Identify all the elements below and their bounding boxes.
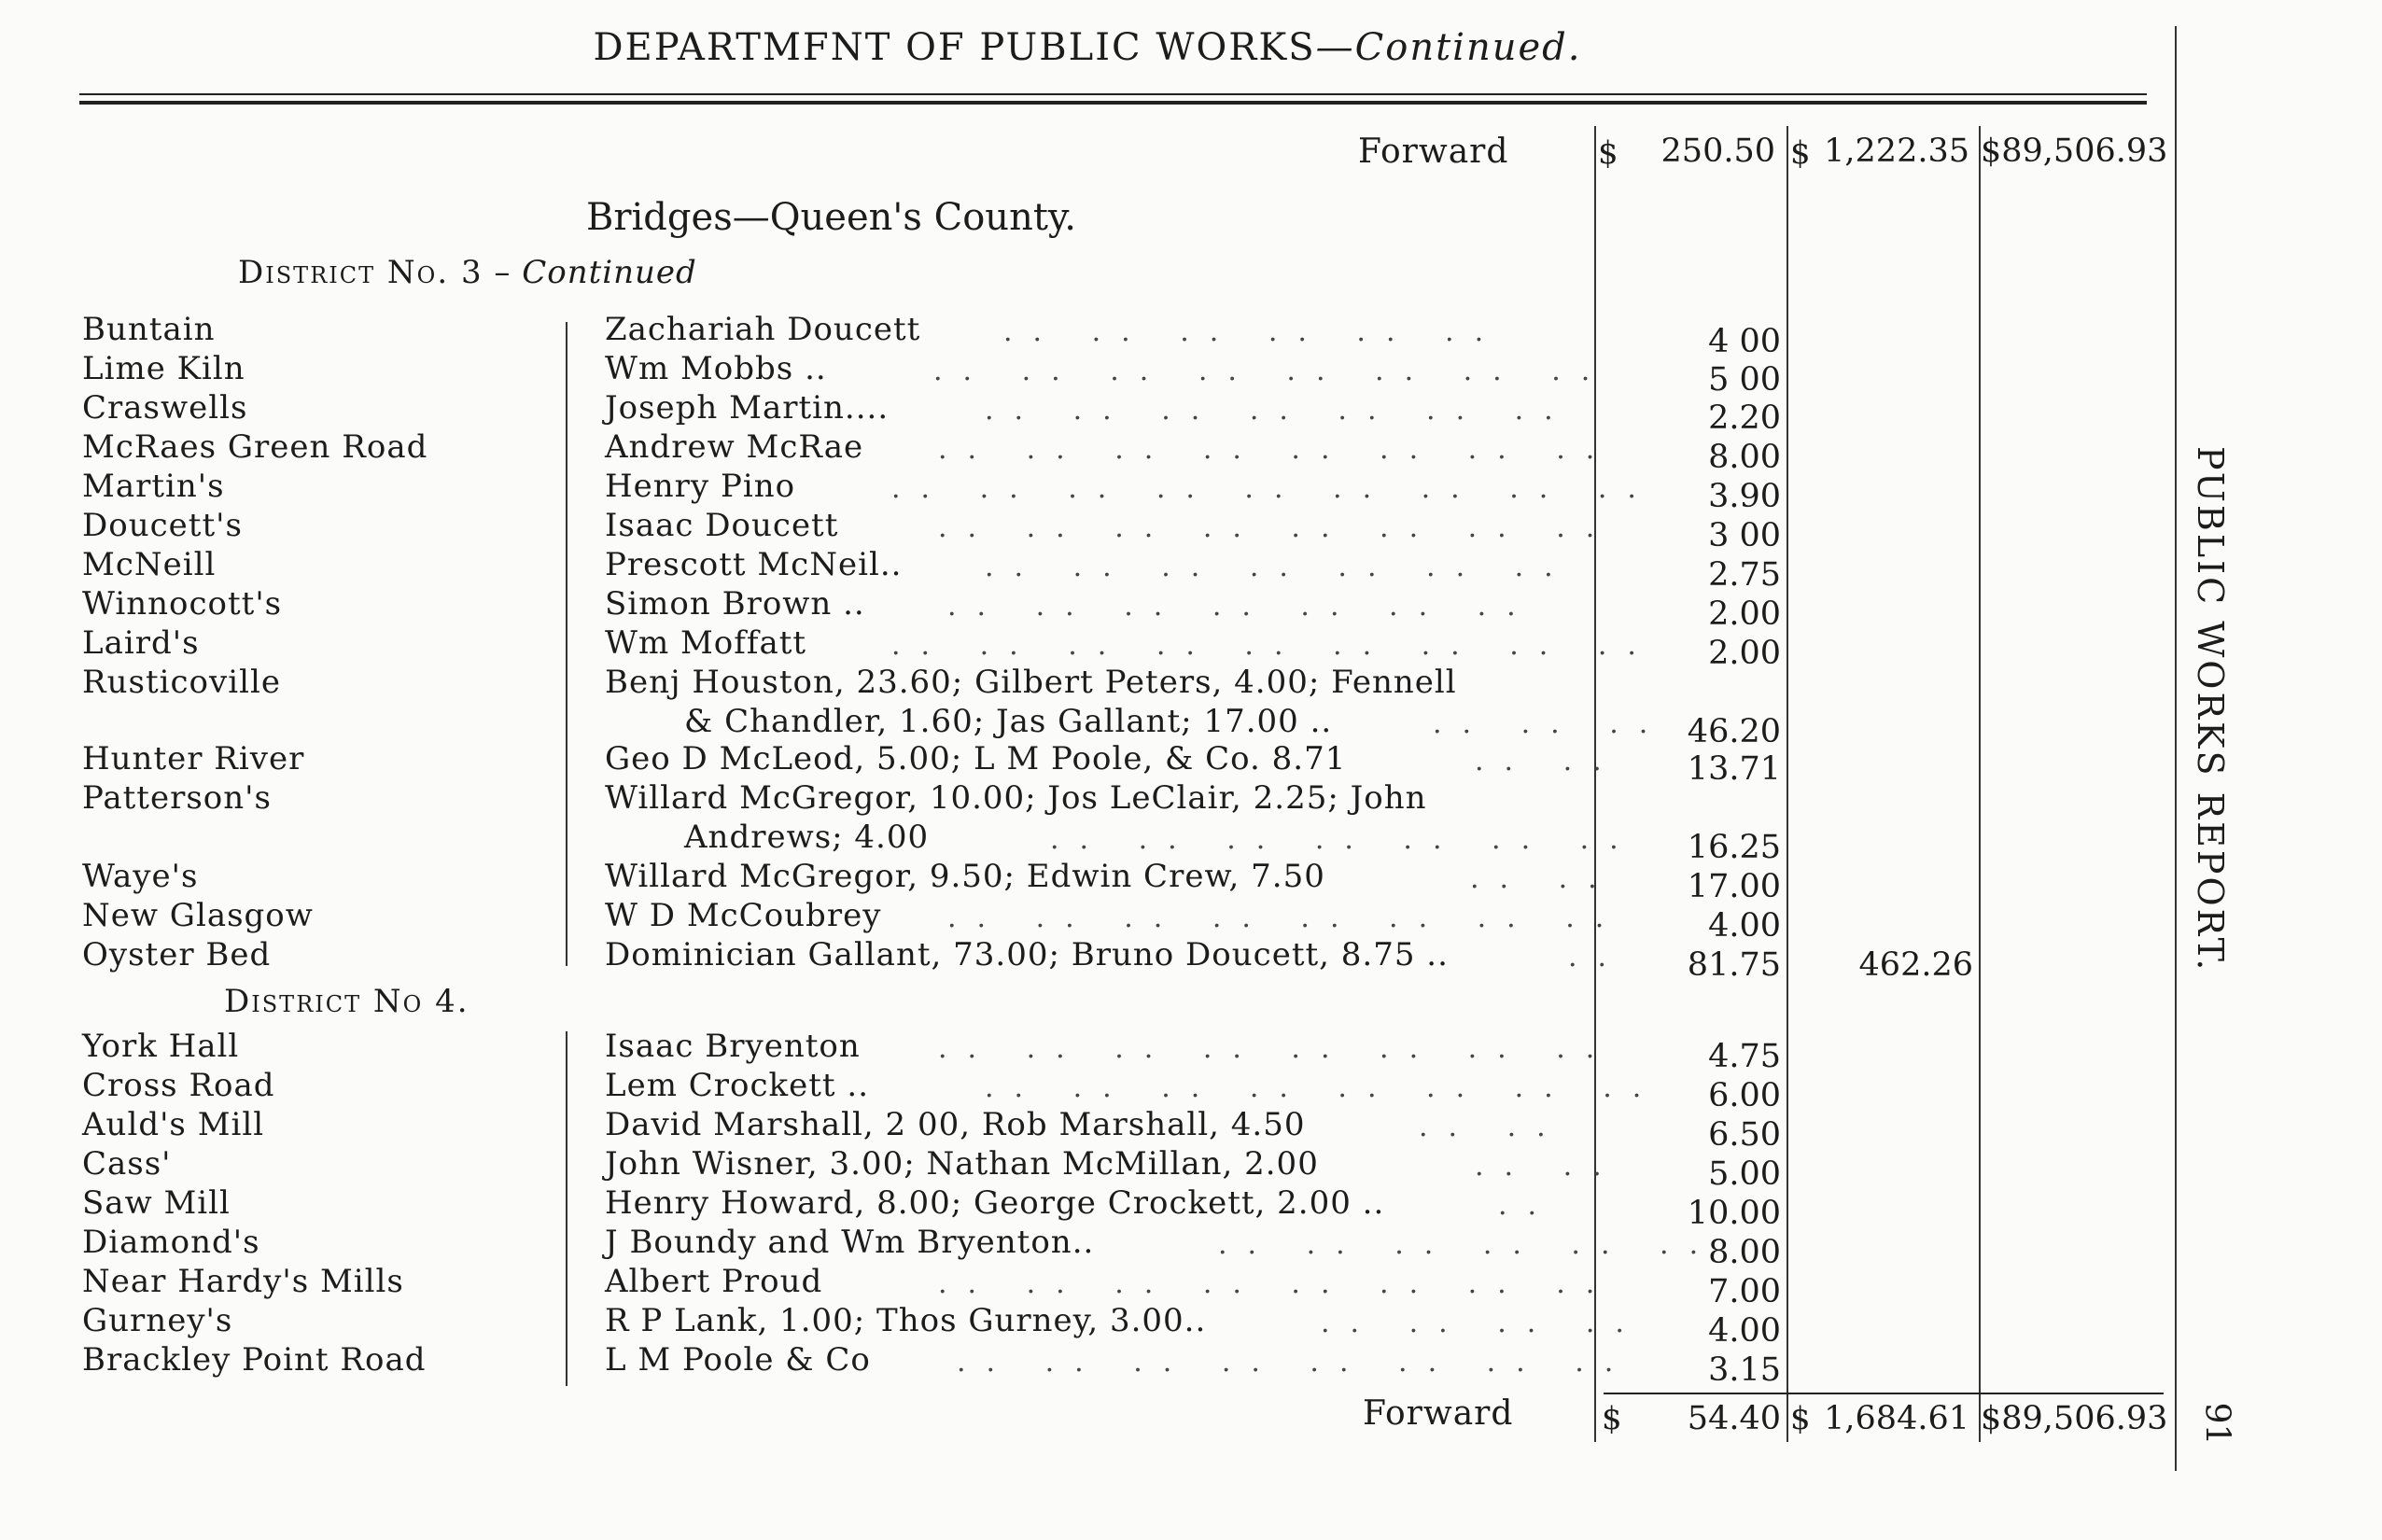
forward-top-amount-1: 250.50 [1660, 133, 1775, 170]
leader-dots: .. .. .. .. .. .. .. .. .. [891, 472, 1657, 505]
forward-bottom-amount-2: 1,684.61 [1824, 1400, 1969, 1437]
payee-name: Joseph Martin.... [605, 389, 890, 427]
leader-dots: .. .. .. .. .. .. .. [985, 394, 1574, 427]
leader-dots: .. .. [1475, 1150, 1622, 1183]
header-rule-thick [79, 101, 2147, 105]
section-title: Bridges—Queen's County. [586, 196, 1076, 239]
place-name: Cross Road [82, 1067, 275, 1104]
place-name: McRaes Green Road [82, 428, 428, 466]
district-4-label [224, 983, 469, 1020]
payee-name: Andrew McRae [605, 428, 864, 466]
amount: 6.00 [1708, 1077, 1781, 1114]
amount: 2.20 [1708, 399, 1781, 437]
forward-label-top: Forward [1358, 133, 1509, 171]
district-3-continued: Continued [522, 254, 697, 291]
payee-name: R P Lank, 1.00; Thos Gurney, 3.00.. [605, 1302, 1207, 1339]
place-name: Auld's Mill [82, 1106, 265, 1143]
leader-dots: .. [1568, 941, 1628, 973]
leader-dots: .. .. .. .. .. .. .. .. [938, 1032, 1616, 1065]
amount: 4.75 [1708, 1038, 1781, 1075]
payee-name: Lem Crockett .. [605, 1067, 869, 1104]
leader-dots: .. .. [1475, 745, 1622, 777]
place-name: Doucett's [82, 507, 243, 544]
place-name: Near Hardy's Mills [82, 1263, 404, 1300]
place-name: Winnocott's [82, 585, 283, 623]
payee-name-continued: & Chandler, 1.60; Jas Gallant; 17.00 .. [684, 703, 1333, 740]
amount: 5.00 [1708, 1155, 1781, 1193]
amount: 3 00 [1708, 517, 1781, 554]
amount: 4.00 [1708, 907, 1781, 945]
place-name: York Hall [82, 1028, 240, 1065]
leader-dots: .. .. [1470, 862, 1618, 895]
amount: 16.25 [1687, 829, 1781, 866]
amount: 81.75 [1687, 946, 1781, 984]
payee-name-continued: Andrews; 4.00 [684, 819, 930, 856]
leader-dots: .. .. .. .. .. .. .. [1050, 823, 1639, 856]
leader-dots: .. .. .. .. .. .. [1218, 1228, 1719, 1261]
leader-dots: .. .. .. [1433, 707, 1669, 740]
place-name: Laird's [82, 624, 200, 662]
leader-dots: .. .. .. .. .. .. .. [947, 590, 1536, 623]
amount: 8.00 [1708, 439, 1781, 476]
page-margin-rule [2175, 26, 2177, 1471]
payee-name: Prescott McNeil.. [605, 546, 903, 583]
page-title-continued: —Continued. [1315, 26, 1582, 69]
place-name: Waye's [82, 858, 199, 895]
place-name: New Glasgow [82, 897, 314, 934]
payee-name: Wm Moffatt [605, 624, 807, 662]
leader-dots: .. .. .. .. .. .. .. .. [938, 511, 1616, 544]
payee-name: Zachariah Doucett [605, 311, 921, 348]
column-divider-2 [1786, 126, 1788, 1442]
amount: 13.71 [1687, 750, 1781, 788]
leader-dots: .. .. .. .. .. .. .. .. [985, 1071, 1662, 1104]
forward-top-amount-2: 1,222.35 [1824, 133, 1969, 170]
payee-column-bar-district-4 [566, 1031, 567, 1386]
header-rule-thin [79, 93, 2147, 95]
leader-dots: .. .. .. .. .. .. .. .. [938, 1267, 1616, 1300]
leader-dots: .. .. .. .. .. .. .. [985, 551, 1574, 583]
payee-name: Dominician Gallant, 73.00; Bruno Doucett, 8.75 .. [605, 936, 1449, 973]
payee-name: W D McCoubrey [605, 897, 882, 934]
amount: 5 00 [1708, 361, 1781, 399]
amount: 2.00 [1708, 635, 1781, 672]
place-name: McNeill [82, 546, 217, 583]
place-name: Oyster Bed [82, 936, 272, 973]
place-name: Rusticoville [82, 664, 281, 701]
forward-top-dollar-1: $ [1598, 134, 1618, 172]
payee-name: Willard McGregor, 9.50; Edwin Crew, 7.50 [605, 858, 1325, 895]
forward-bottom-dollar-1: $ [1602, 1400, 1622, 1437]
amount: 7.00 [1708, 1273, 1781, 1310]
leader-dots: .. .. [1419, 1111, 1566, 1143]
payee-name: Wm Mobbs .. [605, 350, 827, 387]
leader-dots: .. .. .. .. .. .. [1003, 315, 1505, 348]
amount: 3.15 [1708, 1351, 1781, 1389]
place-name: Hunter River [82, 740, 305, 777]
leader-dots: .. .. .. .. .. .. .. .. [933, 355, 1611, 387]
district-3-label-text: District No. 3 [238, 254, 483, 291]
payee-name: Isaac Bryenton [605, 1028, 861, 1065]
payee-name: Isaac Doucett [605, 507, 839, 544]
forward-label-bottom: Forward [1363, 1394, 1514, 1433]
running-head-side-label: PUBLIC WORKS REPORT. [2190, 446, 2231, 973]
payee-name: Albert Proud [605, 1263, 823, 1300]
amount: 4.00 [1708, 1312, 1781, 1350]
place-name: Cass' [82, 1145, 172, 1183]
place-name: Patterson's [82, 779, 272, 817]
district-3-label: District No. 3 – Continued [238, 254, 697, 291]
place-name: Brackley Point Road [82, 1341, 427, 1379]
leader-dots: .. .. .. .. [1321, 1307, 1645, 1339]
amount: 46.20 [1687, 713, 1781, 750]
leader-dots: .. [1498, 1189, 1558, 1222]
place-name: Saw Mill [82, 1184, 231, 1222]
page-number: 91 [2197, 1402, 2236, 1446]
payee-name: John Wisner, 3.00; Nathan McMillan, 2.00 [605, 1145, 1319, 1183]
place-name: Martin's [82, 468, 225, 505]
forward-top-dollar-2: $ [1790, 134, 1811, 172]
amount: 2.00 [1708, 595, 1781, 633]
leader-dots: .. .. .. .. .. .. .. .. [957, 1346, 1634, 1379]
forward-bottom-amount-1: 54.40 [1687, 1400, 1781, 1437]
district-3-subtotal: 462.26 [1858, 946, 1973, 984]
district-4-label-text: District No 4. [224, 983, 469, 1020]
place-name: Lime Kiln [82, 350, 245, 387]
place-name: Craswells [82, 389, 248, 427]
payee-name: Simon Brown .. [605, 585, 865, 623]
payee-name: Benj Houston, 23.60; Gilbert Peters, 4.00; Fennell [605, 664, 1457, 701]
payee-column-bar-district-3 [566, 322, 567, 966]
forward-bottom-amount-3: $89,506.93 [1981, 1400, 2168, 1437]
payee-name: Henry Howard, 8.00; George Crockett, 2.00 .. [605, 1184, 1385, 1222]
amount: 2.75 [1708, 556, 1781, 594]
payee-name: Henry Pino [605, 468, 796, 505]
leader-dots: .. .. .. .. .. .. .. .. [938, 433, 1616, 466]
leader-dots: .. .. .. .. .. .. .. .. .. [891, 629, 1657, 662]
forward-bottom-rule [1604, 1393, 2164, 1394]
payee-name: David Marshall, 2 00, Rob Marshall, 4.50 [605, 1106, 1306, 1143]
amount: 10.00 [1687, 1195, 1781, 1232]
payee-name: Willard McGregor, 10.00; Jos LeClair, 2.25; John [605, 779, 1427, 817]
page-title: DEPARTMFNT OF PUBLIC WORKS—Continued. [593, 26, 1582, 69]
place-name: Diamond's [82, 1224, 260, 1261]
payee-name: L M Poole & Co [605, 1341, 871, 1379]
forward-top-amount-3: $89,506.93 [1981, 133, 2168, 170]
forward-bottom-dollar-2: $ [1790, 1400, 1811, 1437]
column-divider-3 [1979, 126, 1981, 1442]
payee-name: Geo D McLeod, 5.00; L M Poole, & Co. 8.71 [605, 740, 1347, 777]
place-name: Gurney's [82, 1302, 233, 1339]
amount: 17.00 [1687, 868, 1781, 905]
payee-name: J Boundy and Wm Bryenton.. [605, 1224, 1095, 1261]
amount: 4 00 [1708, 323, 1781, 360]
place-name: Buntain [82, 311, 216, 348]
leader-dots: .. .. .. .. .. .. .. .. [947, 902, 1625, 934]
amount: 8.00 [1708, 1234, 1781, 1271]
amount: 6.50 [1708, 1116, 1781, 1154]
amount: 3.90 [1708, 478, 1781, 515]
